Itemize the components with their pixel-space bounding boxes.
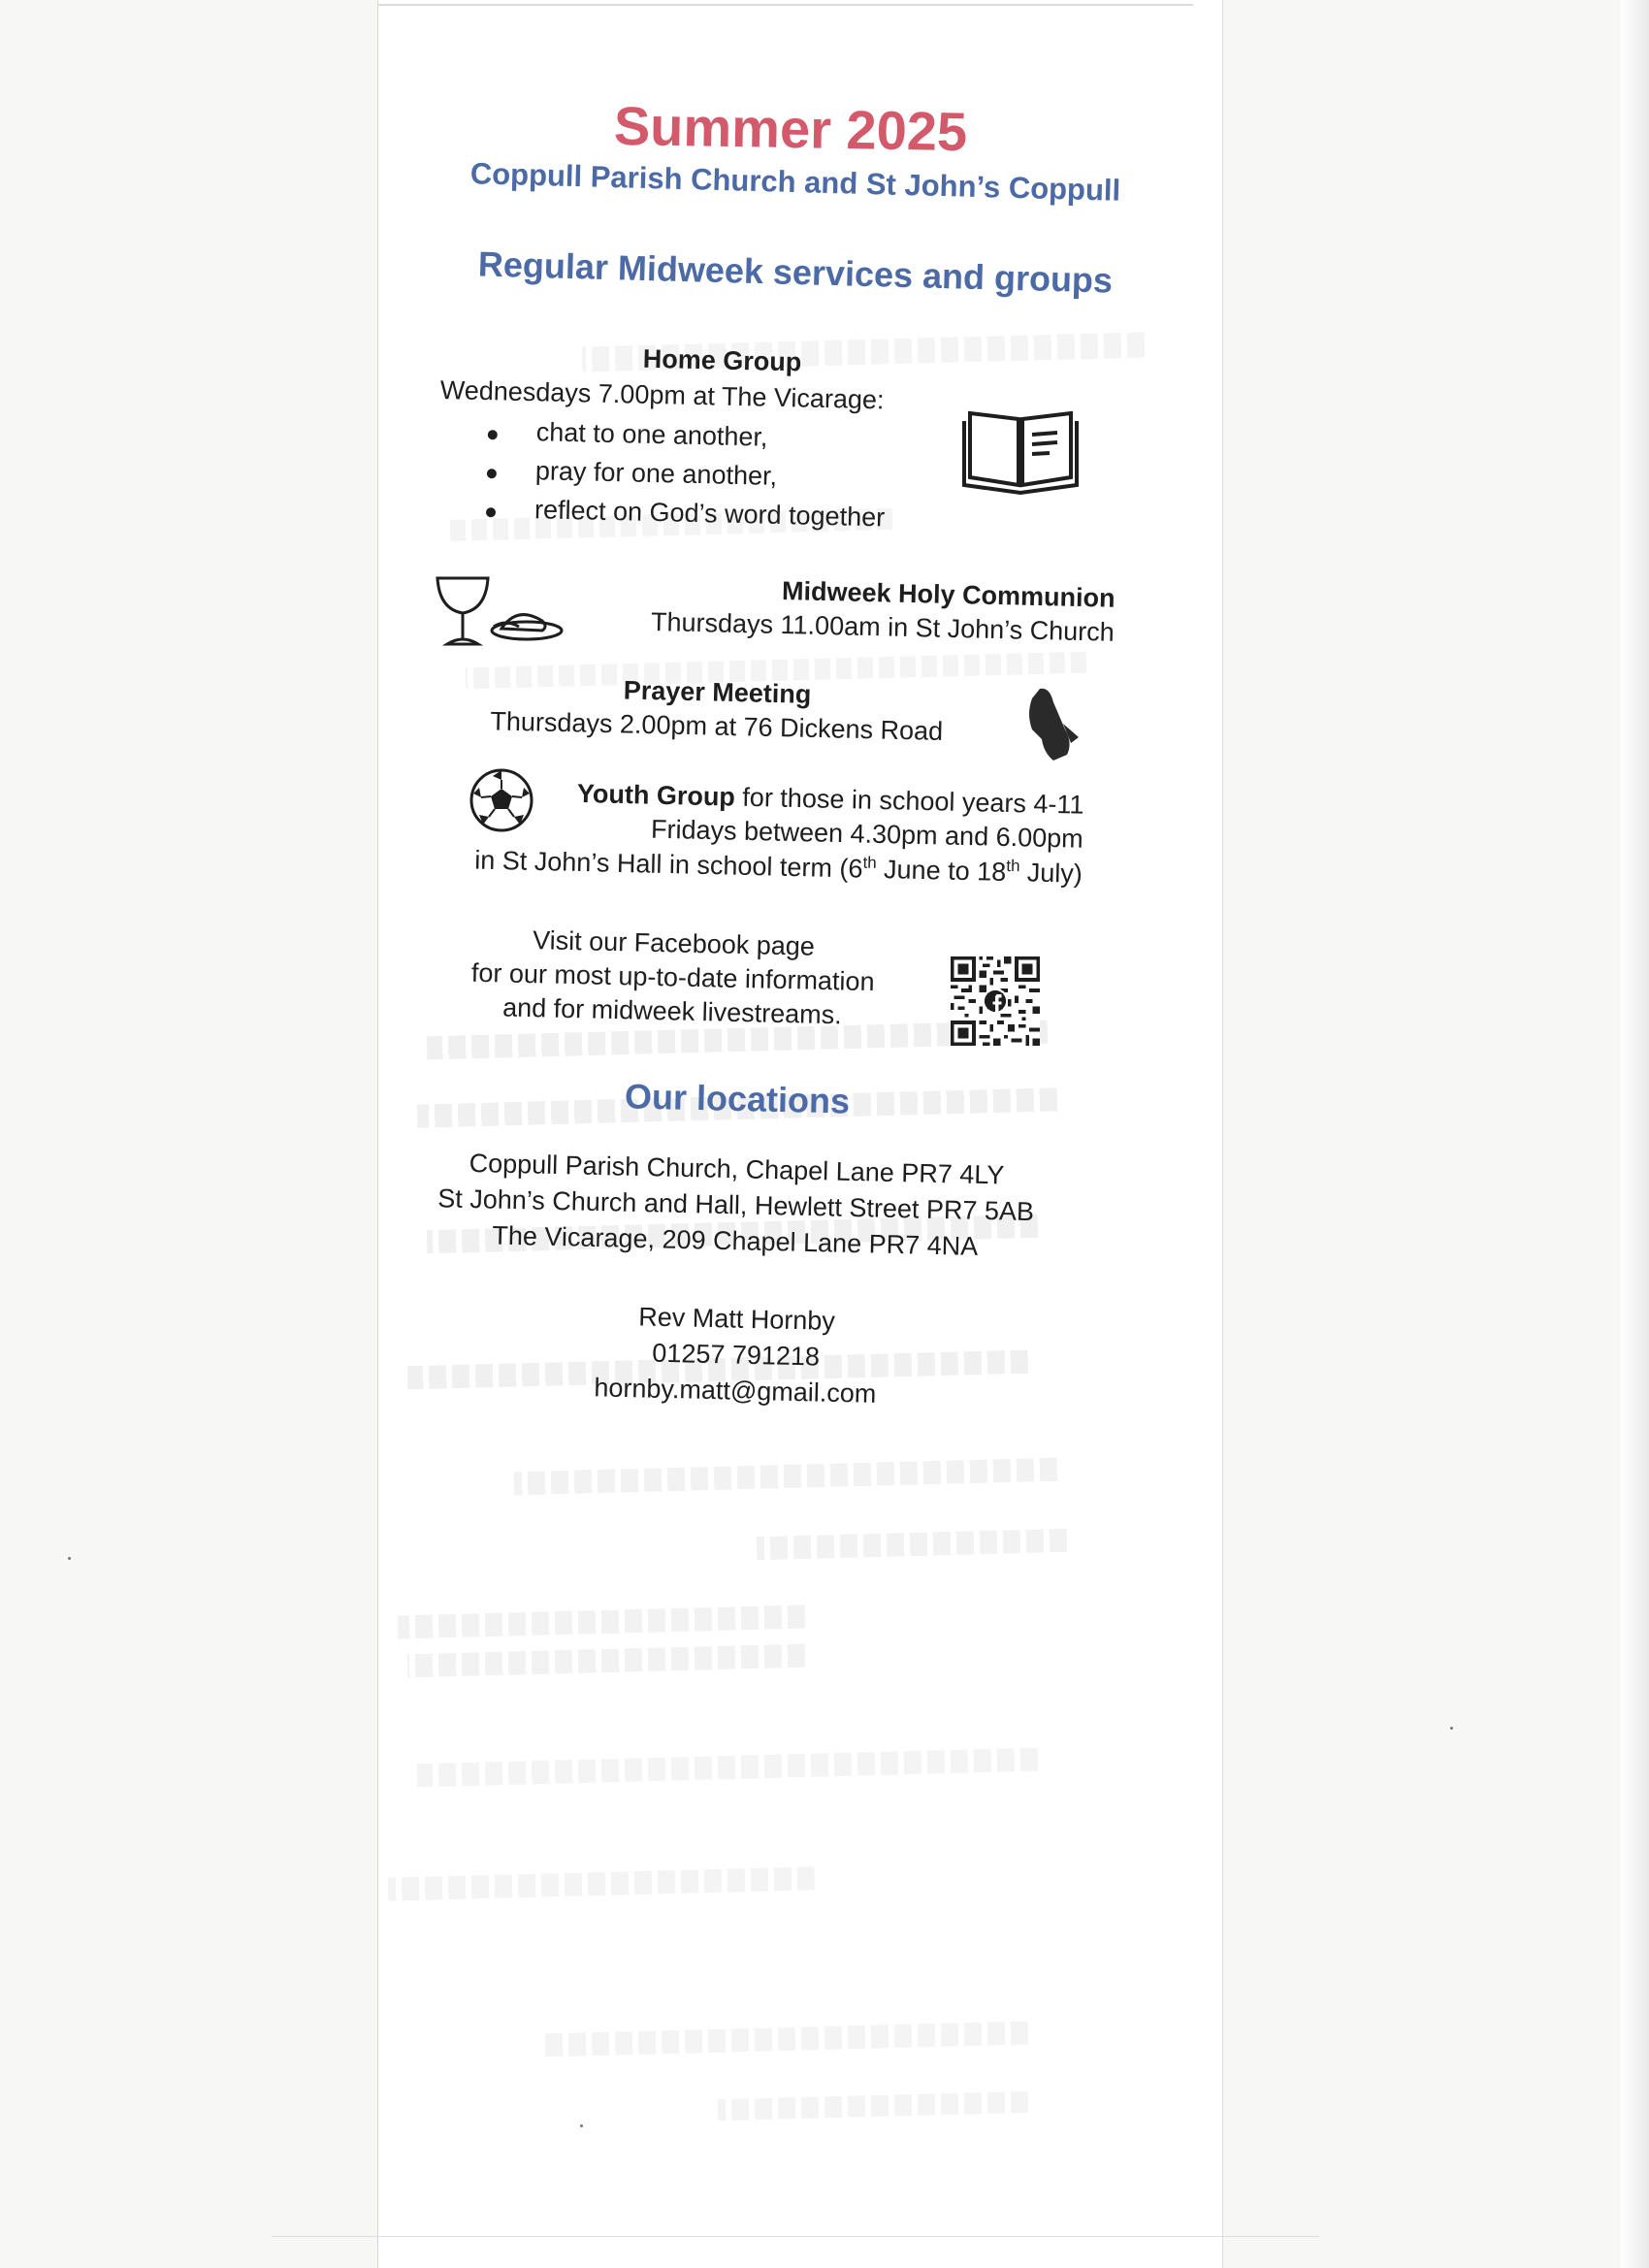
list-item: chat to one another, — [488, 416, 1022, 458]
youth-group-title: Youth Group — [576, 778, 736, 812]
holy-communion-title: Midweek Holy Communion — [781, 576, 1116, 613]
holy-communion-schedule: Thursdays 11.00am in St John’s Church — [650, 606, 1116, 647]
prayer-meeting-section — [474, 672, 960, 747]
contact-email[interactable]: hornby.matt@gmail.com — [594, 1373, 877, 1409]
youth-group-schedule: Fridays between 4.30pm and 6.00pm — [650, 814, 1084, 854]
contact-name: Rev Matt Hornby — [637, 1302, 836, 1336]
home-group-section — [437, 340, 1023, 545]
page-bottom-edge — [272, 2236, 1319, 2237]
location-item: Coppull Parish Church, Chapel Lane PR7 4LY — [469, 1148, 1005, 1190]
contact-section — [579, 1298, 891, 1412]
prayer-meeting-title: Prayer Meeting — [623, 675, 812, 709]
chalice-and-bread-icon — [430, 570, 566, 658]
youth-location-text: July) — [1019, 858, 1083, 889]
facebook-qr-code-icon[interactable] — [951, 956, 1040, 1046]
praying-hands-icon — [1020, 685, 1088, 762]
facebook-section — [439, 922, 907, 1034]
locations-heading: Our locations — [624, 1076, 851, 1121]
youth-group-audience: for those in school years 4-11 — [734, 782, 1084, 820]
open-bible-icon — [962, 400, 1079, 497]
midweek-heading: Regular Midweek services and groups — [477, 243, 1114, 301]
flyer-subtitle: Coppull Parish Church and St John’s Coppull — [469, 156, 1121, 208]
contact-phone[interactable]: 01257 791218 — [652, 1338, 821, 1372]
list-item: pray for one another, — [487, 455, 1021, 497]
location-item: St John’s Church and Hall, Hewlett Street PR7 5AB — [437, 1183, 1035, 1227]
holy-communion-section — [610, 572, 1116, 648]
youth-location-text: in St John’s Hall in school term (6 — [474, 845, 863, 884]
home-group-schedule: Wednesdays 7.00pm at The Vicarage: — [439, 374, 885, 415]
youth-group-section — [452, 776, 1084, 890]
flyer-title: Summer 2025 — [613, 94, 968, 163]
facebook-line: Visit our Facebook page — [532, 925, 816, 961]
locations-list — [424, 1145, 1047, 1266]
youth-location-text: June to 18 — [876, 854, 1007, 887]
ordinal-suffix: th — [862, 853, 877, 872]
scan-edge — [1620, 0, 1649, 2268]
scan-speck — [68, 1557, 71, 1560]
location-item: The Vicarage, 209 Chapel Lane PR7 4NA — [492, 1220, 979, 1261]
scan-speck — [580, 2124, 583, 2127]
prayer-meeting-schedule: Thursdays 2.00pm at 76 Dickens Road — [490, 706, 944, 746]
facebook-line: for our most up-to-date information — [470, 957, 875, 997]
facebook-line: and for midweek livestreams. — [501, 992, 843, 1030]
page-top-edge — [378, 4, 1193, 6]
home-group-points — [486, 416, 1021, 535]
scan-speck — [1450, 1727, 1453, 1730]
home-group-title: Home Group — [642, 343, 802, 377]
ordinal-suffix: th — [1006, 856, 1020, 876]
list-item: reflect on God’s word together — [486, 494, 1020, 535]
